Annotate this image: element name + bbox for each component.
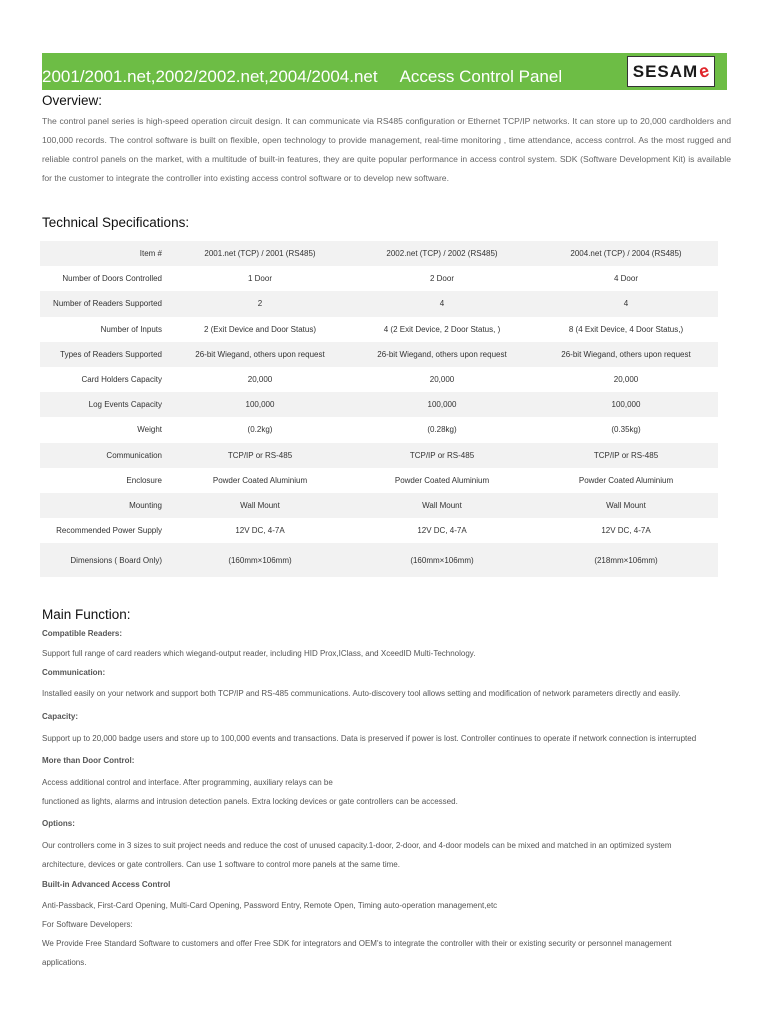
main-function-text: Access additional control and interface. After programming, auxiliary relays can be [42, 778, 333, 787]
main-function-heading: Built-in Advanced Access Control [42, 880, 171, 889]
table-row [40, 543, 718, 577]
spec-value-cell: 2 [170, 291, 350, 316]
spec-value-cell: (0.2kg) [247, 425, 273, 435]
spec-label-cell: Item # [40, 241, 170, 266]
spec-value-cell: 1 Door [247, 274, 272, 284]
spec-label-cell: Number of Readers Supported [40, 291, 170, 316]
spec-value-cell: 4 (2 Exit Device, 2 Door Status, ) [383, 324, 501, 334]
spec-label-cell: Recommended Power Supply [56, 526, 162, 536]
spec-value-cell: 2 Door [429, 274, 454, 284]
spec-value-cell: 100,000 [534, 392, 718, 417]
spec-value-cell: 26-bit Wiegand, others upon request [170, 342, 350, 367]
spec-label-cell: Types of Readers Supported [40, 342, 170, 367]
spec-value-cell: (0.35kg) [611, 425, 641, 435]
main-function-text: functioned as lights, alarms and intrusion detection panels. Extra locking devices or gate controllers can be accessed. [42, 797, 458, 806]
main-function-text: Support full range of card readers which wiegand-output reader, including HID Prox,IClass, and XceedID Multi-Technology. [42, 649, 476, 658]
spec-value-cell: Wall Mount [170, 493, 350, 518]
table-row [40, 417, 718, 442]
spec-title: Technical Specifications: [42, 215, 190, 230]
table-row [40, 291, 718, 316]
spec-value-cell: 20,000 [613, 375, 639, 385]
spec-value-cell: (160mm×106mm) [170, 543, 350, 577]
main-function-text: Installed easily on your network and support both TCP/IP and RS-485 communications. Auto-discovery tool allows setting and modification of network parameters directly and easily. [42, 689, 681, 698]
spec-label-cell: Enclosure [126, 475, 162, 485]
spec-value-cell: TCP/IP or RS-485 [534, 443, 718, 468]
table-row [40, 317, 718, 342]
table-row [40, 468, 718, 493]
overview-text: The control panel series is high-speed operation circuit design. It can communicate via RS485 configuration or Ethernet TCP/IP networks. It can store up to 20,000 cardholders and 100,000 records. The control software is built on flexible, open technology to provide management, real-time monitoring , time attendance, access contrrol. As the most rugged and reliable control panels on the market, with a multitude of built-in features, they are quite popular performance in access control system. SDK (Software Development Kit) is available for the customer to integrate the controller into existing access control software or to develop new software. [42, 116, 731, 183]
spec-value-cell: Powder Coated Aluminium [394, 475, 490, 485]
main-function-text: Support up to 20,000 badge users and store up to 100,000 events and transactions. Data is preserved if power is lost. Controller continues to operate if network connection is interrupted [42, 734, 697, 743]
header-subtitle: Access Control Panel [399, 67, 563, 86]
spec-label-cell: Log Events Capacity [40, 392, 170, 417]
spec-table [40, 241, 718, 577]
spec-value-cell: 2002.net (TCP) / 2002 (RS485) [350, 241, 534, 266]
spec-value-cell: Wall Mount [534, 493, 718, 518]
spec-value-cell: Powder Coated Aluminium [212, 475, 308, 485]
spec-label-cell: Card Holders Capacity [81, 375, 162, 385]
main-function-heading: Options: [42, 819, 75, 828]
spec-value-cell: 4 [534, 291, 718, 316]
main-function-heading: More than Door Control: [42, 756, 135, 765]
table-row [40, 241, 718, 266]
spec-value-cell: Wall Mount [350, 493, 534, 518]
header-models: 2001/2001.net,2002/2002.net,2004/2004.net [42, 67, 378, 86]
spec-value-cell: TCP/IP or RS-485 [350, 443, 534, 468]
spec-value-cell: (160mm×106mm) [350, 543, 534, 577]
sesame-logo [627, 56, 715, 87]
spec-value-cell: Powder Coated Aluminium [578, 475, 674, 485]
logo-text: SESAM [632, 61, 699, 81]
spec-value-cell: 100,000 [170, 392, 350, 417]
spec-value-cell: 26-bit Wiegand, others upon request [534, 342, 718, 367]
table-row [40, 342, 718, 367]
main-function-heading: Capacity: [42, 712, 79, 721]
spec-label-cell: Weight [137, 425, 162, 435]
spec-value-cell: (218mm×106mm) [534, 543, 718, 577]
main-function-title: Main Function: [42, 607, 131, 622]
table-row [40, 493, 718, 518]
spec-value-cell: 2 (Exit Device and Door Status) [203, 324, 317, 334]
overview-title: Overview: [42, 93, 103, 108]
main-function-text: architecture, devices or gate controllers. Can use 1 software to control more panels at the same time. [42, 860, 400, 869]
spec-value-cell: 4 [350, 291, 534, 316]
spec-label-cell: Number of Inputs [100, 324, 162, 334]
spec-value-cell: 26-bit Wiegand, others upon request [350, 342, 534, 367]
spec-value-cell: TCP/IP or RS-485 [170, 443, 350, 468]
logo-mark: e [696, 60, 712, 82]
spec-value-cell: 20,000 [429, 375, 455, 385]
spec-table-body [40, 241, 718, 577]
main-function-heading: Compatible Readers: [42, 629, 123, 638]
main-function-text: applications. [42, 958, 87, 967]
spec-value-cell: 12V DC, 4-7A [235, 526, 285, 536]
spec-value-cell: 2004.net (TCP) / 2004 (RS485) [534, 241, 718, 266]
spec-label-cell: Dimensions ( Board Only) [40, 543, 170, 577]
spec-label-cell: Mounting [40, 493, 170, 518]
spec-value-cell: 12V DC, 4-7A [417, 526, 467, 536]
spec-value-cell: 12V DC, 4-7A [601, 526, 651, 536]
header-title [42, 67, 562, 87]
main-function-text: For Software Developers: [42, 920, 133, 929]
spec-value-cell: 8 (4 Exit Device, 4 Door Status,) [568, 324, 684, 334]
spec-value-cell: 4 Door [613, 274, 638, 284]
spec-label-cell: Number of Doors Controlled [62, 274, 162, 284]
spec-value-cell: 20,000 [247, 375, 273, 385]
spec-value-cell: (0.28kg) [427, 425, 457, 435]
spec-label-cell: Communication [40, 443, 170, 468]
main-function-text: Our controllers come in 3 sizes to suit project needs and reduce the cost of unused capacity.1-door, 2-door, and 4-door models can be mixed and matched in an optimized system [42, 841, 672, 850]
table-row [40, 367, 718, 392]
table-row [40, 518, 718, 543]
main-function-text: We Provide Free Standard Software to customers and offer Free SDK for integrators and OEM's to integrate the controller with their or existing security or personnel management [42, 939, 672, 948]
table-row [40, 443, 718, 468]
spec-value-cell: 2001.net (TCP) / 2001 (RS485) [170, 241, 350, 266]
table-row [40, 266, 718, 291]
table-row [40, 392, 718, 417]
spec-value-cell: 100,000 [350, 392, 534, 417]
header-bar [42, 53, 727, 90]
main-function-text: Anti-Passback, First-Card Opening, Multi-Card Opening, Password Entry, Remote Open, Timing auto-operation management,etc [42, 901, 498, 910]
main-function-heading: Communication: [42, 668, 106, 677]
